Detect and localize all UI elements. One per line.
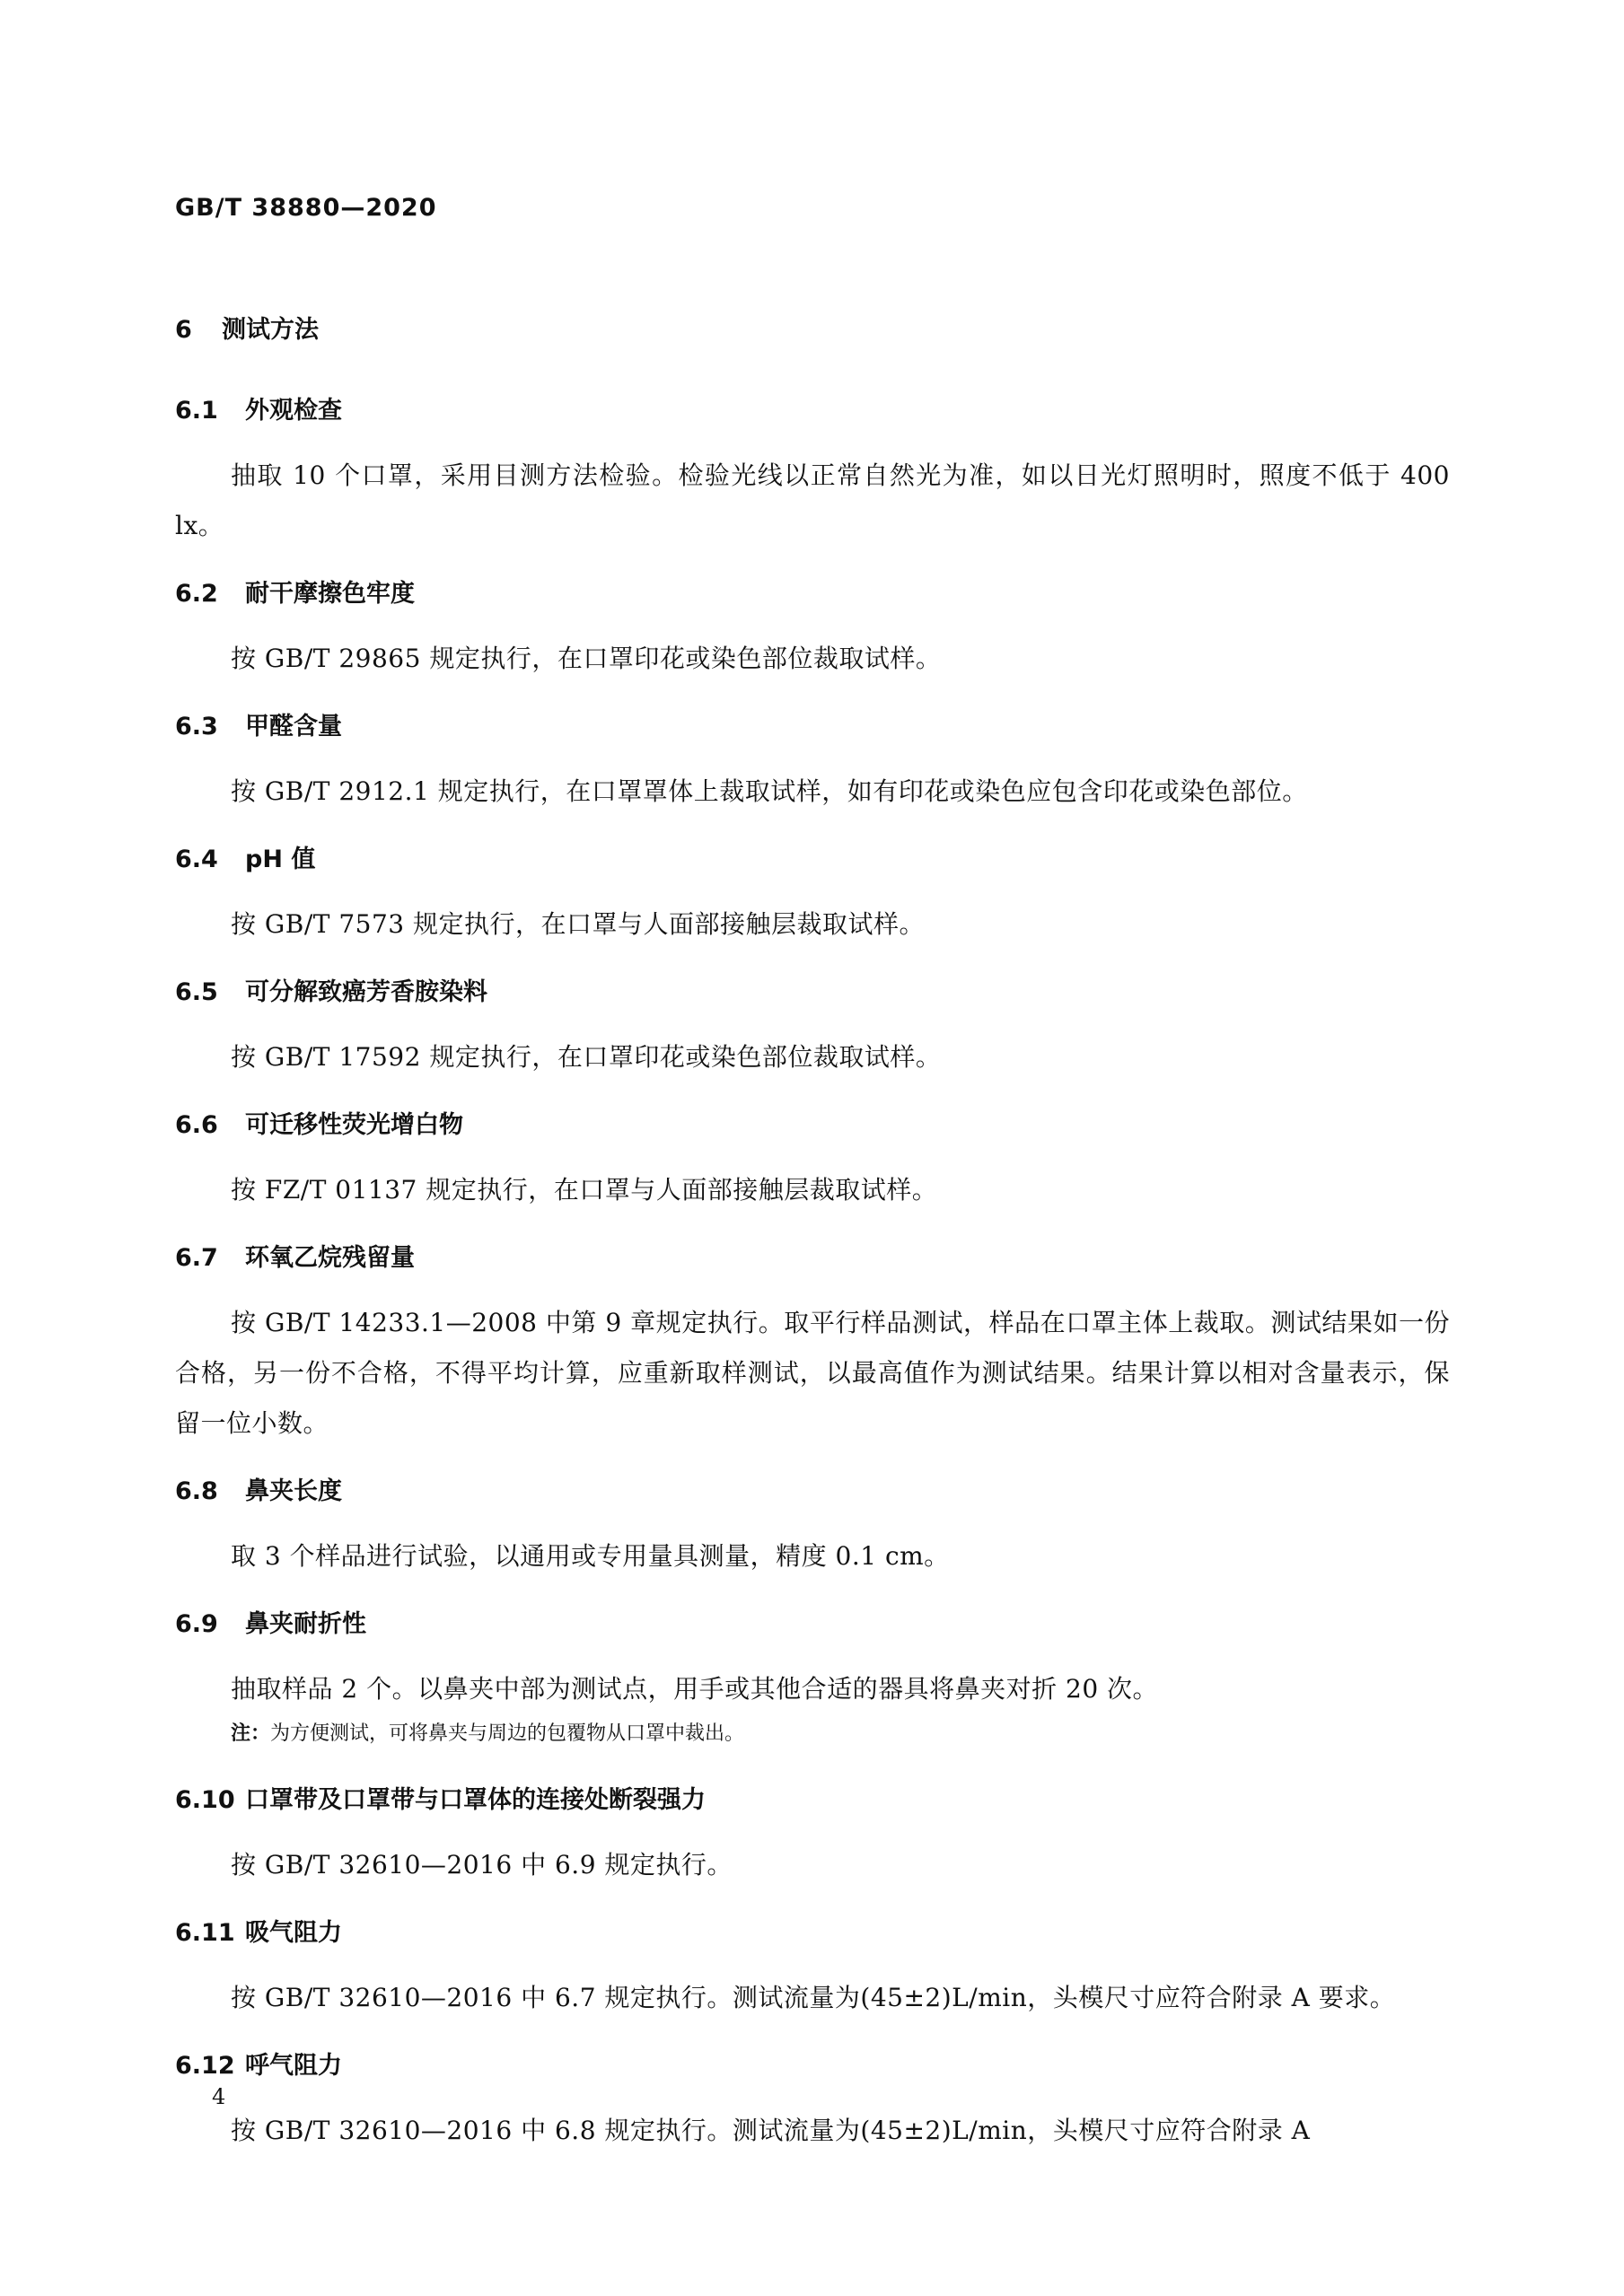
clause-paragraph: 抽取 10 个口罩，采用目测方法检验。检验光线以正常自然光为准，如以日光灯照明时，照度不低于 400 lx。: [175, 460, 1450, 540]
standard-id: GB/T 38880—2020: [175, 194, 437, 222]
clause-paragraph: 按 GB/T 2912.1 规定执行，在口罩罩体上裁取试样，如有印花或染色应包含印花或染色部位。: [231, 776, 1308, 806]
clause-title: 吸气阻力: [245, 1919, 342, 1947]
page-number: 4: [212, 2084, 226, 2109]
clause-title: 外观检查: [245, 397, 342, 425]
clause-heading: [175, 1233, 1450, 1284]
clause-title: 呼气阻力: [245, 2052, 342, 2080]
clause-number: 6.6: [175, 1111, 218, 1139]
clause-title: 可迁移性荧光增白物: [245, 1111, 463, 1139]
clause-paragraph: 按 GB/T 17592 规定执行，在口罩印花或染色部位裁取试样。: [231, 1042, 942, 1072]
clause-heading: [175, 702, 1450, 752]
clause-heading: [175, 1599, 1450, 1650]
clause-paragraph: 按 FZ/T 01137 规定执行，在口罩与人面部接触层裁取试样。: [231, 1175, 938, 1205]
section-number: 6: [175, 316, 192, 344]
clause-title: 鼻夹长度: [245, 1477, 342, 1505]
clause-number: 6.10: [175, 1786, 235, 1814]
clause-paragraph: 取 3 个样品进行试验，以通用或专用量具测量，精度 0.1 cm。: [231, 1541, 950, 1571]
clause-number: 6.9: [175, 1610, 218, 1638]
clause-paragraph: 按 GB/T 32610—2016 中 6.7 规定执行。测试流量为(45±2)L/min，头模尺寸应符合附录 A 要求。: [231, 1983, 1396, 2012]
section-title: 测试方法: [222, 316, 319, 344]
clause-paragraph: 按 GB/T 32610—2016 中 6.9 规定执行。: [231, 1850, 733, 1880]
note-text: 为方便测试，可将鼻夹与周边的包覆物从口罩中裁出。: [270, 1722, 745, 1745]
clause-number: 6.2: [175, 580, 218, 608]
clause-title: 可分解致癌芳香胺染料: [245, 978, 487, 1006]
clause-paragraph: 抽取样品 2 个。以鼻夹中部为测试点，用手或其他合适的器具将鼻夹对折 20 次。: [231, 1674, 1159, 1704]
section-heading: [175, 305, 1450, 355]
clause-number: 6.4: [175, 846, 218, 873]
clause-title: pH 值: [245, 846, 316, 873]
clause-heading: [175, 1100, 1450, 1151]
clause-heading: [175, 1908, 1450, 1959]
clause-title: 口罩带及口罩带与口罩体的连接处断裂强力: [245, 1786, 706, 1814]
clause-number: 6.1: [175, 397, 218, 425]
clause-number: 6.11: [175, 1919, 235, 1947]
clause-paragraph: 按 GB/T 14233.1—2008 中第 9 章规定执行。取平行样品测试，样品在口罩主体上裁取。测试结果如一份合格，另一份不合格，不得平均计算，应重新取样测试，以最高值作为测试结果。结果计算以相对含量表示，保留一位小数。: [175, 1308, 1450, 1438]
note: [175, 1716, 1450, 1752]
clause-paragraph: 按 GB/T 32610—2016 中 6.8 规定执行。测试流量为(45±2)L/min，头模尺寸应符合附录 A: [231, 2116, 1311, 2145]
clause-number: 6.7: [175, 1244, 218, 1272]
clause-number: 6.12: [175, 2052, 235, 2080]
clause-paragraph: 按 GB/T 29865 规定执行，在口罩印花或染色部位裁取试样。: [231, 644, 942, 673]
clause-title: 耐干摩擦色牢度: [245, 580, 415, 608]
main-content: [175, 305, 1450, 2174]
clause-title: 环氧乙烷残留量: [245, 1244, 415, 1272]
clause-title: 甲醛含量: [245, 713, 342, 741]
clause-paragraph: 按 GB/T 7573 规定执行，在口罩与人面部接触层裁取试样。: [231, 909, 926, 939]
clause-number: 6.3: [175, 713, 218, 741]
note-label: 注：: [231, 1722, 271, 1745]
clause-heading: [175, 1467, 1450, 1517]
clause-heading: [175, 835, 1450, 885]
clause-heading: [175, 386, 1450, 436]
clause-title: 鼻夹耐折性: [245, 1610, 366, 1638]
clause-heading: [175, 968, 1450, 1018]
clause-heading: [175, 1775, 1450, 1826]
clause-heading: [175, 2041, 1450, 2091]
clause-heading: [175, 569, 1450, 619]
clause-number: 6.8: [175, 1477, 218, 1505]
clause-number: 6.5: [175, 978, 218, 1006]
